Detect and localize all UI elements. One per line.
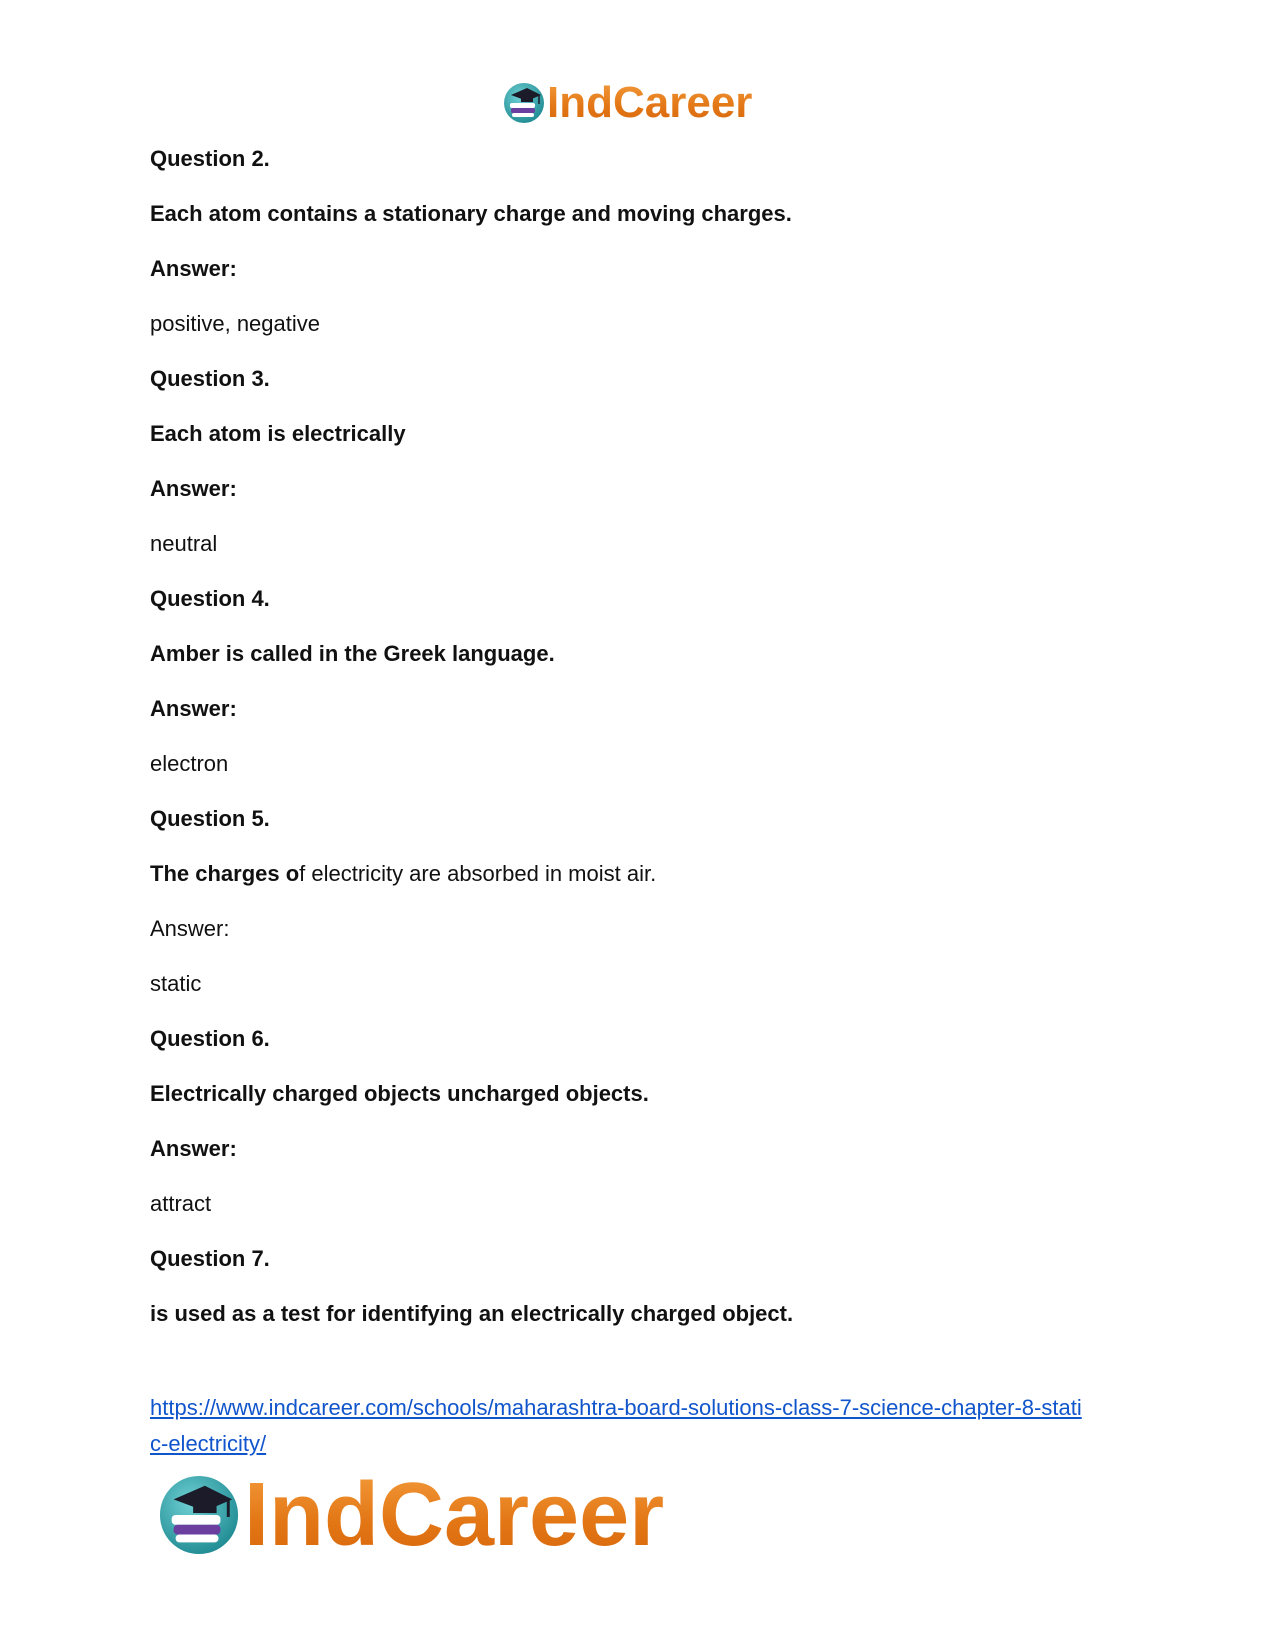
answer-text: neutral (150, 531, 218, 556)
graduation-cap-books-icon (158, 1474, 240, 1556)
answer-label: Answer: (150, 256, 237, 281)
document-body (150, 146, 1150, 1356)
answer-label: Answer: (150, 476, 237, 501)
question-heading: Question 6. (150, 1026, 270, 1051)
answer-label: Answer: (150, 696, 237, 721)
question-text: Amber is called in the Greek language. (150, 641, 555, 666)
question-text-bold-part: The charges o (150, 861, 300, 886)
question-heading: Question 3. (150, 366, 270, 391)
answer-text: electron (150, 751, 229, 776)
answer-label: Answer: (150, 916, 230, 941)
question-heading: Question 7. (150, 1246, 270, 1271)
question-text-normal-part: f electricity are absorbed in moist air. (299, 861, 657, 886)
question-text: Electrically charged objects uncharged objects. (150, 1081, 649, 1106)
question-text: Each atom is electrically (150, 421, 406, 446)
question-heading: Question 5. (150, 806, 270, 831)
footer-logo-text: IndCareer (244, 1465, 665, 1565)
answer-text: static (150, 971, 202, 996)
question-text: Each atom contains a stationary charge and moving charges. (150, 201, 792, 226)
header-logo (503, 78, 752, 128)
source-link-block (150, 1390, 1140, 1462)
source-link[interactable] (150, 1395, 1082, 1456)
question-heading: Question 4. (150, 586, 270, 611)
answer-label: Answer: (150, 1136, 237, 1161)
answer-text: positive, negative (150, 311, 320, 336)
header-logo-text: IndCareer (547, 78, 753, 127)
question-text: is used as a test for identifying an electrically charged object. (150, 1301, 794, 1326)
source-link-line-2[interactable]: c-electricity/ (150, 1431, 267, 1456)
source-link-line-1[interactable]: https://www.indcareer.com/schools/maharashtra-board-solutions-class-7-science-chapter-8-stati (150, 1395, 1082, 1420)
graduation-cap-books-icon (503, 82, 545, 124)
footer-logo (158, 1465, 665, 1565)
answer-text: attract (150, 1191, 212, 1216)
question-text (150, 861, 1150, 887)
question-heading: Question 2. (150, 146, 270, 171)
